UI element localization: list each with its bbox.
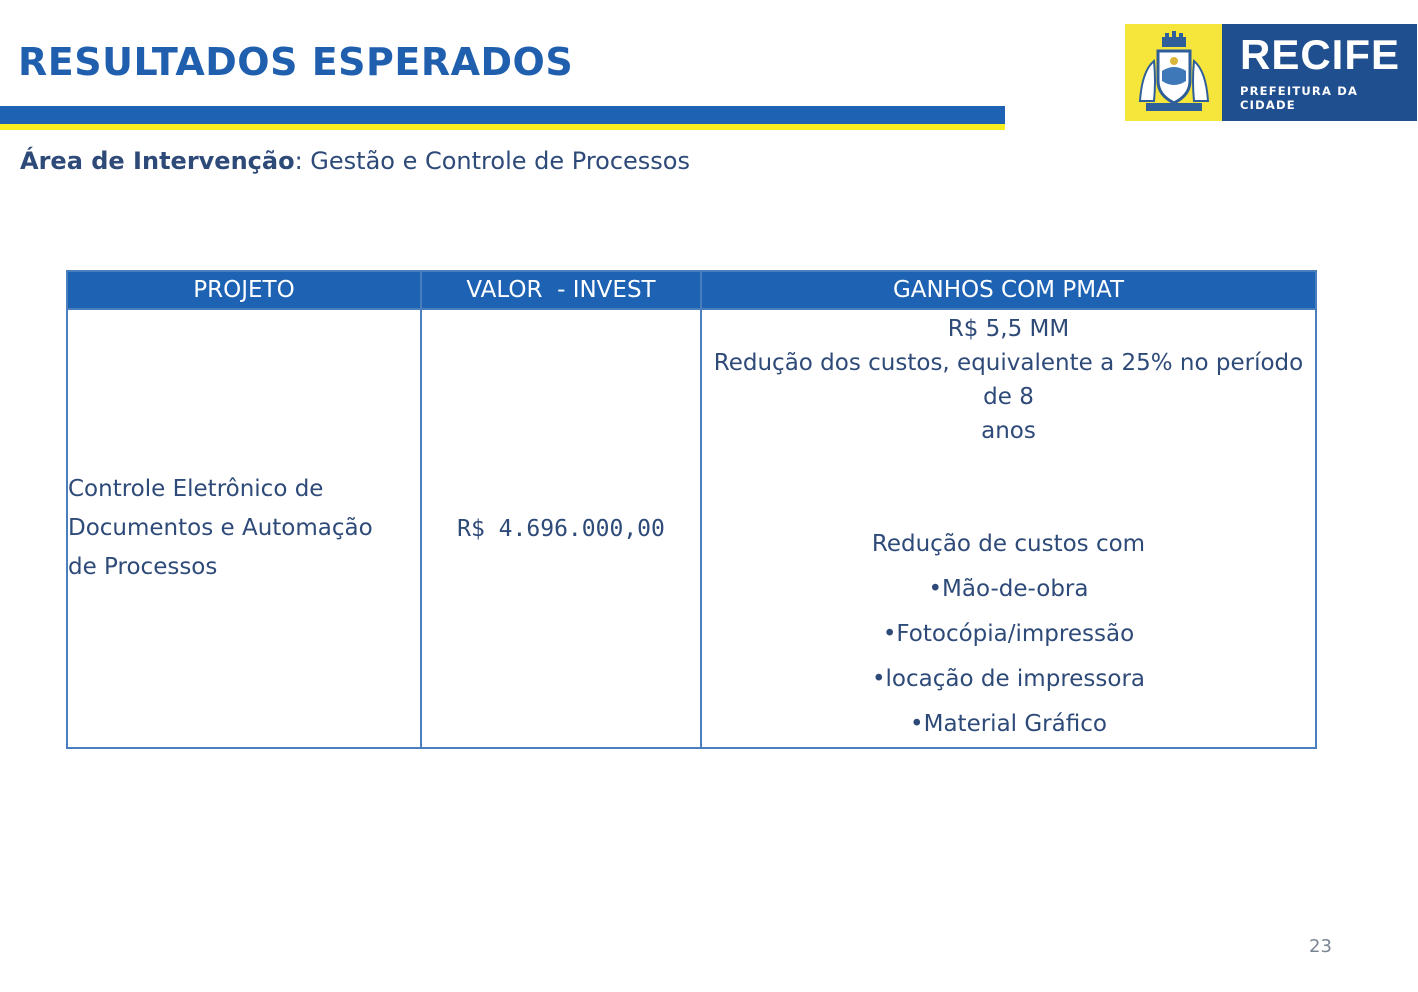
ganhos-description: Redução dos custos, equivalente a 25% no período de 8 <box>713 350 1304 410</box>
title-bar-blue <box>0 106 1005 124</box>
ganhos-description-cont: anos <box>981 418 1036 444</box>
intervention-area-separator: : <box>294 147 311 175</box>
list-item: •Fotocópia/impressão <box>882 621 1135 647</box>
ganhos-amount: R$ 5,5 MM <box>947 316 1070 342</box>
city-crest-icon <box>1125 24 1222 121</box>
projeto-cell <box>67 309 421 748</box>
intervention-area-label: Área de Intervenção <box>20 147 295 175</box>
ganhos-list <box>702 522 1315 747</box>
projeto-line: Documentos e Automação <box>68 515 373 541</box>
list-item: •Mão-de-obra <box>928 576 1089 602</box>
ganhos-summary <box>702 312 1315 448</box>
ganhos-intro: Redução de custos com <box>871 531 1146 557</box>
table-row <box>67 309 1316 748</box>
intervention-area-value: Gestão e Controle de Processos <box>310 147 690 175</box>
logo-subtitle: PREFEITURA DA CIDADE <box>1240 83 1359 112</box>
header-valor: VALOR - INVEST <box>421 271 701 309</box>
header-projeto: PROJETO <box>67 271 421 309</box>
page-number: 23 <box>1309 936 1332 957</box>
intervention-area <box>20 147 690 175</box>
header-ganhos: GANHOS COM PMAT <box>701 271 1316 309</box>
logo-text-block <box>1222 24 1417 121</box>
ganhos-cell <box>701 309 1316 748</box>
logo-name: RECIFE <box>1240 30 1401 78</box>
results-table <box>66 270 1317 749</box>
recife-logo <box>1125 24 1417 121</box>
table-header-row <box>67 271 1316 309</box>
title-bar-yellow <box>0 124 1005 130</box>
list-item: •locação de impressora <box>871 666 1146 692</box>
projeto-line: de Processos <box>68 554 218 580</box>
valor-cell: R$ 4.696.000,00 <box>421 309 701 748</box>
list-item: •Material Gráfico <box>910 711 1107 737</box>
projeto-line: Controle Eletrônico de <box>68 476 324 502</box>
slide-title: RESULTADOS ESPERADOS <box>18 40 574 84</box>
